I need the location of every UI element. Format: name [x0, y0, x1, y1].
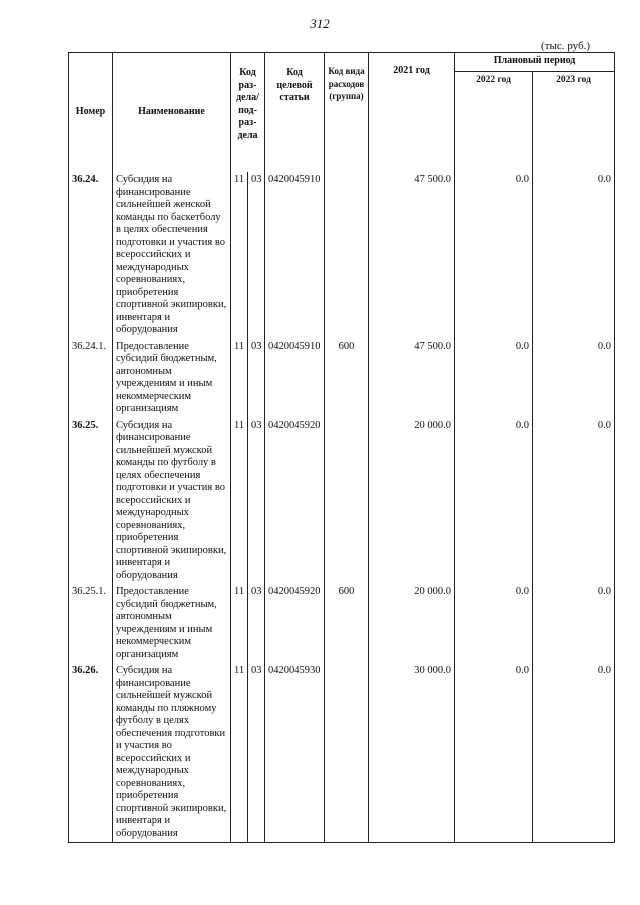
row-2022: 0.0 [455, 584, 533, 663]
row-podrazdel: 03 [248, 663, 265, 843]
row-expense-code [325, 418, 369, 585]
header-2021: 2021 год [369, 53, 455, 173]
row-target-code: 0420045920 [265, 418, 325, 585]
row-number: 36.25. [69, 418, 113, 585]
row-2023: 0.0 [533, 339, 615, 418]
row-razdel: 11 [231, 584, 248, 663]
row-2021: 20 000.0 [369, 418, 455, 585]
row-razdel: 11 [231, 663, 248, 843]
row-podrazdel: 03 [248, 172, 265, 339]
row-2023: 0.0 [533, 663, 615, 843]
header-row [69, 53, 615, 72]
table-row [69, 339, 615, 418]
header-expense: Код вида расходов (группа) [325, 53, 369, 173]
row-name: Предоставление субсидий бюджетным, автономным учреждениям и иным некоммерческим организациям [113, 584, 231, 663]
header-number: Номер [69, 53, 113, 173]
row-expense-code [325, 663, 369, 843]
row-razdel: 11 [231, 172, 248, 339]
table-row [69, 418, 615, 585]
row-number: 36.24. [69, 172, 113, 339]
row-podrazdel: 03 [248, 584, 265, 663]
row-2022: 0.0 [455, 172, 533, 339]
row-name: Субсидия на финансирование сильнейшей мужской команды по футболу в целях обеспечения подготовки и участия во всероссийских и международных соревнованиях, приобретения спортивной экипировки, инвентаря и оборудования [113, 418, 231, 585]
units-label: (тыс. руб.) [541, 40, 590, 52]
header-name: Наименование [113, 53, 231, 173]
row-razdel: 11 [231, 339, 248, 418]
row-target-code: 0420045910 [265, 172, 325, 339]
row-2021: 30 000.0 [369, 663, 455, 843]
row-2023: 0.0 [533, 418, 615, 585]
row-2023: 0.0 [533, 584, 615, 663]
row-name: Субсидия на финансирование сильнейшей мужской команды по пляжному футболу в целях обеспечения подготовки и участия во всероссийских и международных соревнованиях, приобретения спортивной экипировки, инвентаря и оборудования [113, 663, 231, 843]
row-name: Предоставление субсидий бюджетным, автономным учреждениям и иным некоммерческим организациям [113, 339, 231, 418]
row-podrazdel: 03 [248, 339, 265, 418]
row-2021: 47 500.0 [369, 339, 455, 418]
row-expense-code [325, 172, 369, 339]
row-podrazdel: 03 [248, 418, 265, 585]
page-number: 312 [310, 16, 330, 31]
row-number: 36.24.1. [69, 339, 113, 418]
row-razdel: 11 [231, 418, 248, 585]
row-2021: 47 500.0 [369, 172, 455, 339]
table-row [69, 663, 615, 843]
row-target-code: 0420045930 [265, 663, 325, 843]
row-2022: 0.0 [455, 339, 533, 418]
header-2022: 2022 год [455, 72, 533, 173]
row-target-code: 0420045920 [265, 584, 325, 663]
row-expense-code: 600 [325, 339, 369, 418]
budget-table [68, 52, 615, 843]
row-2023: 0.0 [533, 172, 615, 339]
row-expense-code: 600 [325, 584, 369, 663]
row-number: 36.26. [69, 663, 113, 843]
row-2021: 20 000.0 [369, 584, 455, 663]
header-2023: 2023 год [533, 72, 615, 173]
table-row [69, 584, 615, 663]
header-section: Код раз-дела/ под-раз-дела [231, 53, 265, 173]
row-2022: 0.0 [455, 418, 533, 585]
table-row [69, 172, 615, 339]
row-name: Субсидия на финансирование сильнейшей женской команды по баскетболу в целях обеспечения подготовки и участия во всероссийских и международных соревнованиях, приобретения спортивной экипировки, инвентаря и оборудования [113, 172, 231, 339]
row-2022: 0.0 [455, 663, 533, 843]
row-number: 36.25.1. [69, 584, 113, 663]
row-target-code: 0420045910 [265, 339, 325, 418]
header-target: Код целевой статьи [265, 53, 325, 173]
header-planning-period: Плановый период [455, 53, 615, 72]
